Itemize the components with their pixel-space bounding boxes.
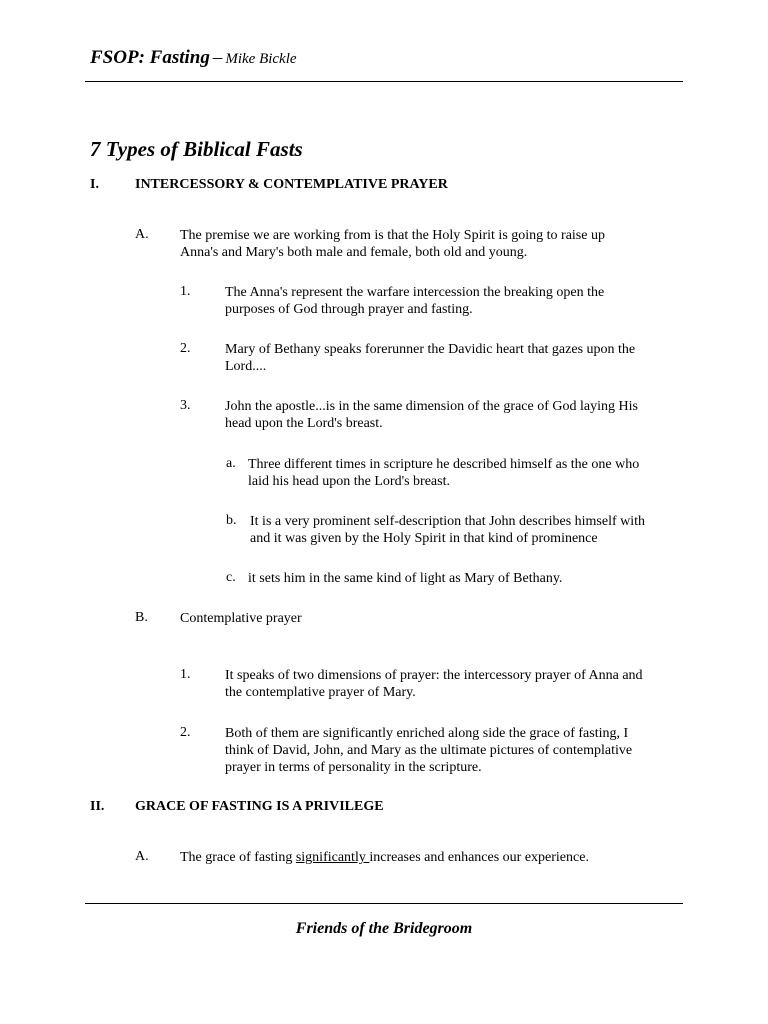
section-2-heading: GRACE OF FASTING IS A PRIVILEGE	[135, 799, 384, 814]
item-A3-text: John the apostle...is in the same dimension of the grace of God laying His head upon the Lord's breast.	[225, 399, 638, 431]
item-IIA-label: A.	[135, 849, 149, 864]
item-A3b-label: b.	[226, 513, 237, 528]
item-A3-label: 3.	[180, 398, 191, 413]
item-B-label: B.	[135, 610, 148, 625]
item-B1-text: It speaks of two dimensions of prayer: the intercessory prayer of Anna and the contemplative prayer of Mary.	[225, 668, 643, 700]
section-1-number: I.	[90, 177, 99, 192]
section-1-heading: INTERCESSORY & CONTEMPLATIVE PRAYER	[135, 177, 448, 192]
item-B2-label: 2.	[180, 725, 191, 740]
header-rule	[85, 81, 683, 82]
item-IIA-text	[180, 849, 589, 866]
item-IIA-text-before: The grace of fasting	[180, 850, 296, 865]
item-A3a-label: a.	[226, 456, 236, 471]
header-author: Mike Bickle	[225, 51, 297, 67]
header-title: FSOP: Fasting	[90, 47, 210, 68]
header-dash: –	[212, 47, 223, 68]
item-A3c-text: it sets him in the same kind of light as Mary of Bethany.	[248, 571, 563, 586]
item-IIA-underlined: significantly	[295, 850, 370, 865]
item-A3c-label: c.	[226, 570, 236, 585]
page-footer: Friends of the Bridegroom	[295, 920, 473, 937]
item-A3b-text: It is a very prominent self-description that John describes himself with and it was given by the Holy Spirit in that kind of prominence	[250, 514, 646, 546]
item-A3a-text: Three different times in scripture he described himself as the one who laid his head upon the Lord's breast.	[248, 457, 640, 489]
item-A2-label: 2.	[180, 341, 191, 356]
item-A-text: The premise we are working from is that the Holy Spirit is going to raise up Anna's and Mary's both male and female, both old and young.	[180, 228, 605, 260]
footer-rule	[85, 903, 683, 904]
page-title: 7 Types of Biblical Fasts	[90, 137, 303, 161]
item-B1-label: 1.	[180, 667, 191, 682]
item-B2-text: Both of them are significantly enriched along side the grace of fasting, I think of David, John, and Mary as the ultimate pictures of contemplative prayer in terms of personality in the scripture.	[225, 726, 633, 775]
item-A-label: A.	[135, 227, 149, 242]
item-A2-text: Mary of Bethany speaks forerunner the Davidic heart that gazes upon the Lord....	[225, 342, 636, 374]
document-header	[90, 47, 297, 69]
item-B-text: Contemplative prayer	[180, 611, 302, 626]
item-A1-label: 1.	[180, 284, 191, 299]
item-IIA-text-after: increases and enhances our experience.	[369, 850, 589, 865]
section-2-number: II.	[90, 799, 105, 814]
item-A1-text: The Anna's represent the warfare intercession the breaking open the purposes of God through prayer and fasting.	[225, 285, 605, 317]
